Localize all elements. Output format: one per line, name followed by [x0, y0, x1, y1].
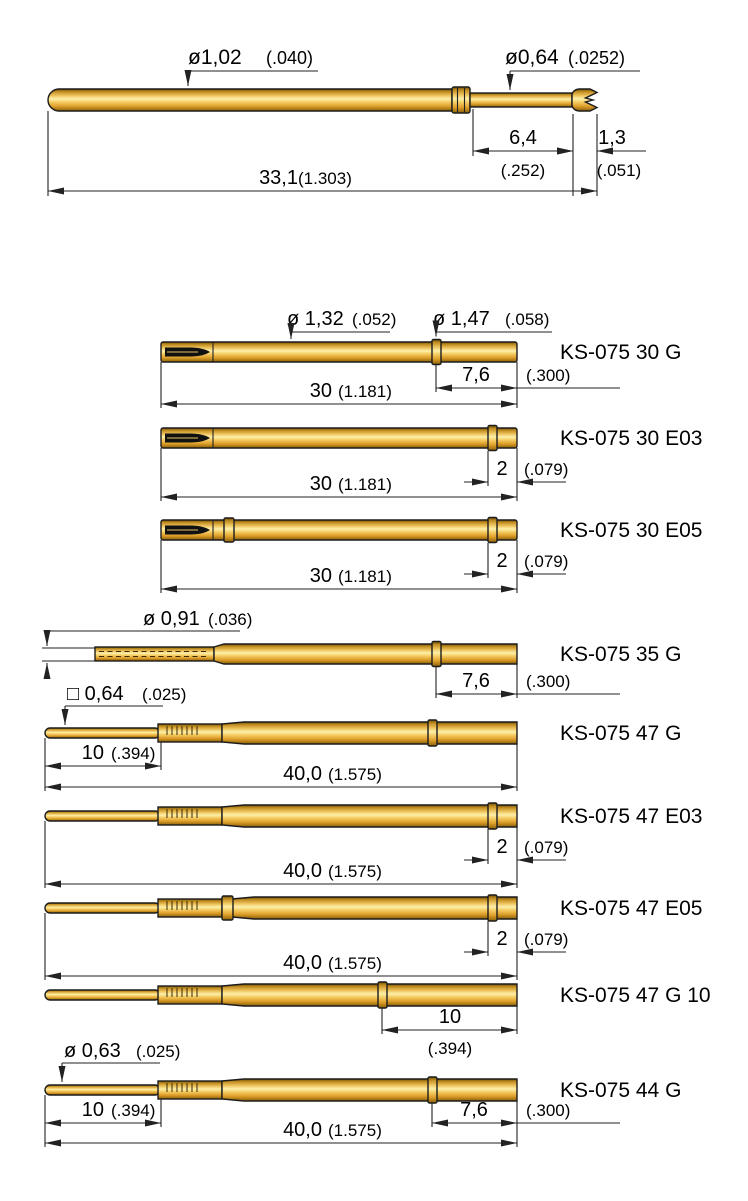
dim-sleeve-diameter	[42, 608, 252, 677]
probe-overview-drawing	[48, 46, 646, 196]
retaining-ring	[428, 1077, 437, 1103]
dim-text-inch: (1.181)	[338, 382, 392, 401]
dim-plunger-length	[473, 109, 573, 196]
variant-row-ks-075-47-e05	[45, 895, 702, 980]
dim-text: ø 1,32	[287, 308, 344, 330]
dim-end-length	[464, 919, 568, 980]
dim-square-tail	[65, 683, 186, 725]
retaining-ring	[488, 426, 497, 451]
variant-label: KS-075 47 G 10	[560, 984, 711, 1007]
retaining-ring	[488, 895, 497, 921]
crown-tip	[572, 89, 597, 111]
dim-text: 10	[438, 1006, 462, 1028]
dim-text-inch: (.394)	[427, 1039, 473, 1058]
dim-text: ø0,64	[505, 46, 559, 69]
wire-tail	[45, 728, 160, 738]
wire-tail	[45, 903, 160, 913]
dim-text: 10	[81, 742, 104, 764]
dim-text: 1,3	[598, 127, 626, 149]
knurl-marks	[167, 1083, 197, 1092]
dim-total-length	[45, 821, 517, 888]
probe-body	[232, 897, 517, 919]
probe-body	[222, 1079, 517, 1101]
dim-total-length	[45, 913, 517, 980]
variant-row-ks-075-30-e05	[161, 518, 702, 594]
dim-text: 30	[309, 565, 332, 587]
dim-text: 40,0	[283, 1119, 322, 1141]
retaining-ring	[488, 518, 497, 543]
dim-text-inch: (1.181)	[338, 567, 392, 586]
dim-end-length	[464, 827, 568, 888]
crimp-sleeve	[95, 647, 214, 661]
dim-tail-length	[45, 738, 161, 791]
dim-end-length	[464, 448, 568, 501]
dim-text-inch: (.079)	[524, 460, 569, 479]
knurl-housing	[158, 899, 222, 917]
knurl-housing	[158, 724, 222, 742]
variant-label: KS-075 47 E05	[560, 897, 703, 920]
extension-lines	[42, 648, 95, 661]
dim-text: 30	[309, 473, 332, 495]
dim-total-length	[161, 448, 517, 501]
dim-seat-length	[436, 664, 620, 698]
dim-text-inch: (1.575)	[328, 862, 382, 881]
dim-total-length	[48, 111, 597, 196]
dim-seat-length	[436, 362, 620, 408]
dim-text: 40,0	[283, 860, 322, 882]
dim-text: ø1,02	[188, 46, 242, 69]
dim-seat-length	[382, 1006, 517, 1058]
dim-text-inch: (1.575)	[328, 954, 382, 973]
dim-text: 6,4	[509, 127, 537, 149]
probe-collar	[452, 87, 470, 113]
dim-text-inch: (.052)	[352, 310, 397, 329]
dim-text-inch: (.252)	[500, 161, 546, 180]
variant-row-ks-075-44-g	[45, 1040, 681, 1147]
knurl-housing	[158, 986, 222, 1004]
dim-text-inch: (.079)	[524, 930, 569, 949]
dim-tail-length	[45, 1095, 161, 1147]
collar-ring	[222, 896, 233, 920]
knurl-marks	[167, 988, 197, 997]
dim-barrel-diameter	[188, 46, 318, 86]
dim-text: 7,6	[460, 1099, 488, 1121]
dim-text-inch: (.394)	[111, 744, 156, 763]
probe-body	[222, 805, 517, 827]
probe-body	[214, 644, 517, 664]
dim-text-inch: (1.575)	[328, 1121, 382, 1140]
collar-ring	[224, 518, 234, 542]
retaining-ring	[428, 720, 437, 746]
probe-body	[222, 722, 517, 744]
dim-plunger-diameter	[505, 46, 640, 90]
dim-text-inch: (1.181)	[338, 475, 392, 494]
dim-text-inch: (.058)	[505, 310, 550, 329]
dim-text-inch: (.394)	[111, 1101, 156, 1120]
probe-body	[222, 984, 517, 1006]
variant-row-ks-075-35-g	[42, 608, 681, 698]
dim-text-inch: (.040)	[266, 48, 314, 68]
retaining-ring	[378, 982, 387, 1008]
probe-body	[161, 428, 517, 448]
variant-label: KS-075 47 E03	[560, 805, 703, 828]
dim-text-inch: (.300)	[526, 366, 571, 385]
dim-dia-ring	[433, 308, 552, 337]
variant-label: KS-075 44 G	[560, 1079, 682, 1102]
dim-text-inch: (1.575)	[328, 765, 382, 784]
variant-row-ks-075-30-e03	[161, 426, 702, 502]
dim-text: 30	[309, 380, 332, 402]
variant-label: KS-075 30 E05	[560, 519, 703, 542]
dim-total-length	[161, 540, 517, 593]
dim-text: 33,1	[259, 167, 298, 189]
knurl-marks	[167, 809, 197, 818]
variant-label: KS-075 30 E03	[560, 427, 703, 450]
dim-text-inch: (.300)	[526, 1101, 571, 1120]
dim-text-inch: (.025)	[142, 685, 187, 704]
dim-wire-diameter	[62, 1040, 180, 1082]
dim-dia-body	[287, 308, 396, 339]
probe-body	[161, 520, 517, 540]
dim-end-length	[464, 540, 568, 593]
dim-seat-length	[432, 1099, 620, 1147]
probe-body	[161, 342, 517, 362]
variant-label: KS-075 35 G	[560, 643, 682, 666]
dim-text: □ 0,64	[67, 683, 124, 705]
wire-tail	[45, 990, 160, 1000]
variant-row-ks-075-30-g	[161, 308, 681, 408]
dim-text: ø 0,91	[143, 608, 200, 630]
dim-text-inch: (.300)	[526, 672, 571, 691]
dim-text: 2	[496, 458, 508, 480]
dim-text: 40,0	[283, 952, 322, 974]
dim-text: ø 1,47	[433, 308, 490, 330]
variant-row-ks-075-47-e03	[45, 803, 702, 888]
dim-text: ø 0,63	[64, 1040, 121, 1062]
dim-text: 40,0	[283, 763, 322, 785]
dim-text-inch: (.079)	[524, 552, 569, 571]
dim-text: 7,6	[462, 364, 490, 386]
dim-tip-length	[551, 114, 646, 196]
dim-text-inch: (.025)	[136, 1042, 181, 1061]
dim-text: 2	[496, 836, 508, 858]
knurl-housing	[158, 807, 222, 825]
dim-text: 7,6	[462, 670, 490, 692]
knurl-marks	[167, 726, 197, 735]
dim-text-inch: (.036)	[208, 610, 253, 629]
probe-plunger	[470, 93, 572, 107]
dim-text-inch: (.079)	[524, 838, 569, 857]
knurl-marks	[167, 901, 197, 910]
dim-text-inch: (1.303)	[298, 169, 352, 188]
dim-text: 2	[496, 550, 508, 572]
dim-text-inch: (.0252)	[568, 48, 626, 68]
retaining-ring	[488, 803, 497, 829]
variant-label: KS-075 47 G	[560, 722, 682, 745]
wire-tail	[45, 811, 160, 821]
variant-row-ks-075-47-g	[45, 683, 681, 791]
dim-text: 2	[496, 928, 508, 950]
dim-text: 10	[81, 1099, 104, 1121]
retaining-ring	[432, 642, 441, 667]
extension-lines	[473, 109, 573, 196]
wire-tail	[45, 1085, 160, 1095]
retaining-ring	[432, 340, 441, 365]
variant-label: KS-075 30 G	[560, 341, 682, 364]
knurl-housing	[158, 1081, 222, 1099]
dim-text-inch: (.051)	[596, 161, 642, 180]
probe-barrel	[48, 89, 452, 111]
